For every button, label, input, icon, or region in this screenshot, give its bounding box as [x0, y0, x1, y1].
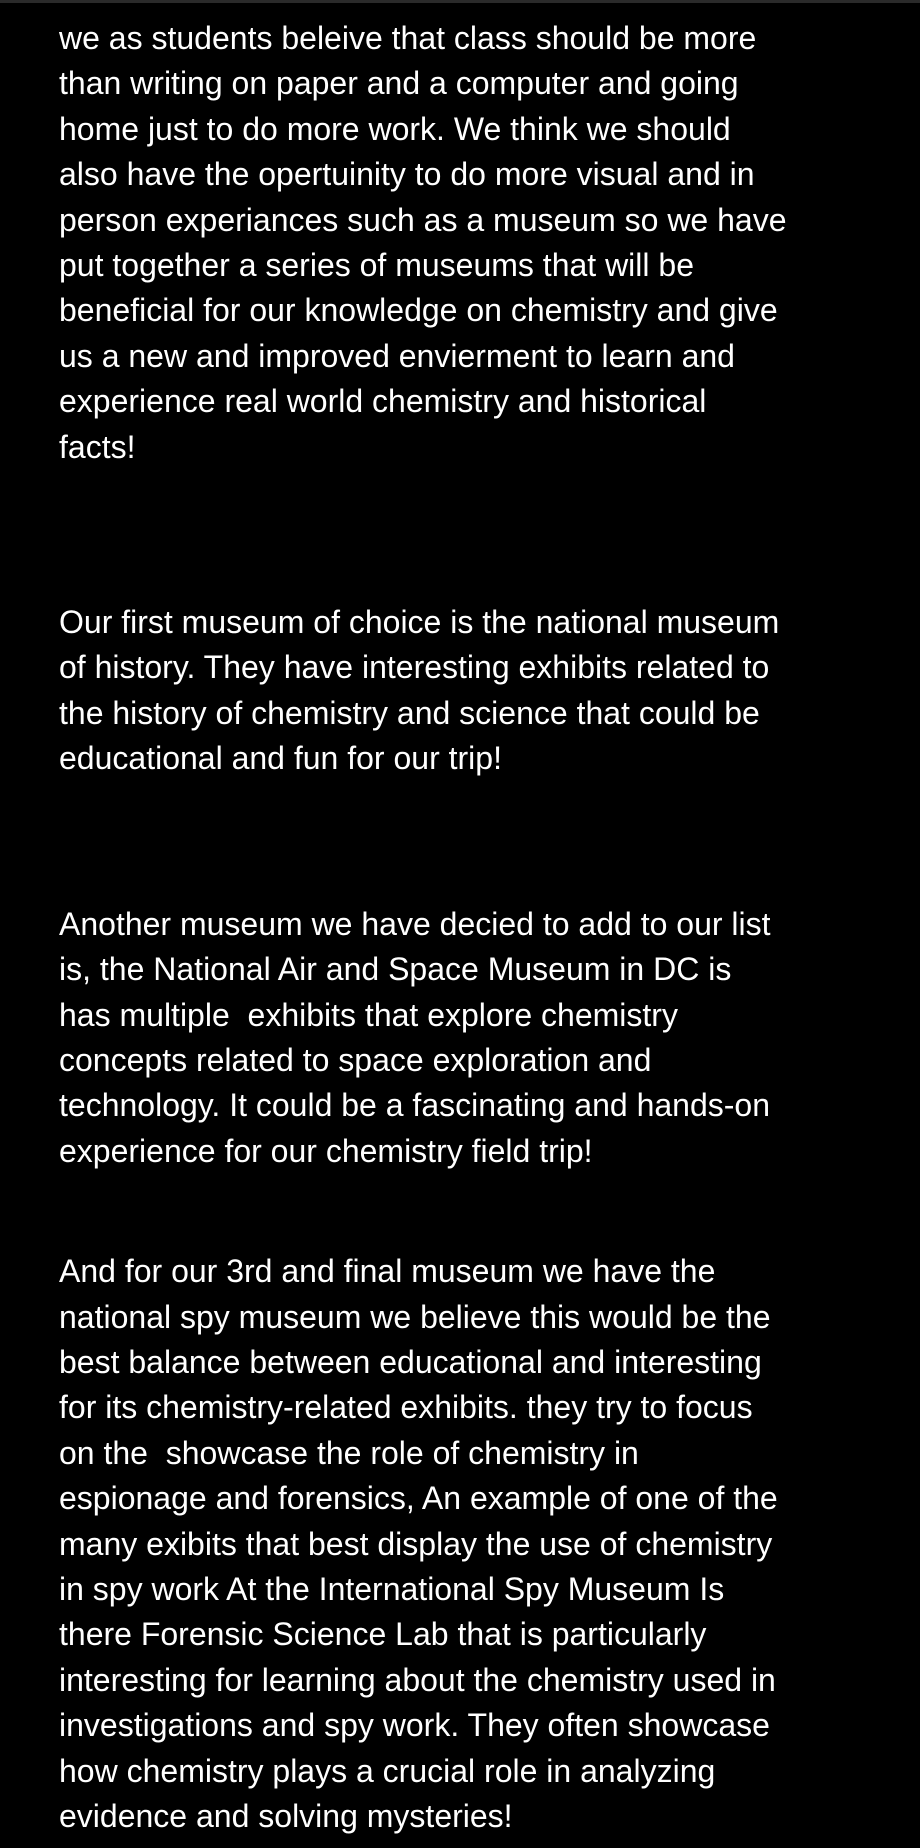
text-line: on the showcase the role of chemistry in [59, 1434, 639, 1471]
paragraph-spacer [59, 1174, 880, 1249]
text-line: we as students beleive that class should be more [59, 20, 757, 56]
text-line: facts! [59, 428, 136, 465]
text-line: And for our 3rd and final museum we have the [59, 1253, 716, 1290]
paragraph-intro [59, 16, 880, 470]
text-line: than writing on paper and a computer and going [59, 65, 739, 102]
text-line: us a new and improved envierment to learn and [59, 337, 735, 374]
text-line: also have the opertuinity to do more visual and in [59, 156, 755, 193]
text-line: how chemistry plays a crucial role in analyzing [59, 1752, 716, 1789]
text-line: educational and fun for our trip! [59, 740, 502, 777]
text-line: best balance between educational and interesting [59, 1343, 762, 1380]
text-line: home just to do more work. We think we should [59, 110, 731, 147]
text-line: national spy museum we believe this would be the [59, 1298, 771, 1335]
text-line: there Forensic Science Lab that is particularly [59, 1616, 707, 1653]
text-line: evidence and solving mysteries! [59, 1798, 513, 1834]
text-line: in spy work At the International Spy Museum Is [59, 1570, 725, 1607]
text-line: investigations and spy work. They often showcase [59, 1707, 770, 1744]
text-line: espionage and forensics, An example of one of the [59, 1480, 778, 1517]
paragraph-second-museum [59, 902, 880, 1174]
text-line: interesting for learning about the chemistry used in [59, 1661, 776, 1698]
text-line: Another museum we have decied to add to our list [59, 905, 771, 942]
text-line: beneficial for our knowledge on chemistry and give [59, 292, 778, 329]
text-line: for its chemistry-related exhibits. they try to focus [59, 1389, 753, 1426]
text-line: technology. It could be a fascinating and hands-on [59, 1087, 771, 1124]
text-line: experience for our chemistry field trip! [59, 1132, 593, 1169]
paragraph-third-museum [59, 1249, 880, 1839]
paragraph-spacer [59, 782, 880, 902]
text-line: experience real world chemistry and historical [59, 383, 707, 420]
text-line: the history of chemistry and science that could be [59, 694, 760, 731]
text-line: put together a series of museums that will be [59, 247, 694, 284]
paragraph-spacer [59, 470, 880, 600]
text-line: is, the National Air and Space Museum in DC is [59, 951, 732, 988]
text-line: of history. They have interesting exhibits related to [59, 649, 770, 686]
text-line: Our first museum of choice is the national museum [59, 604, 780, 641]
text-line: has multiple exhibits that explore chemistry [59, 996, 678, 1033]
paragraph-first-museum [59, 600, 880, 782]
text-line: many exibits that best display the use of chemistry [59, 1525, 773, 1562]
text-line: person experiances such as a museum so we have [59, 201, 787, 238]
text-line: concepts related to space exploration and [59, 1041, 652, 1078]
